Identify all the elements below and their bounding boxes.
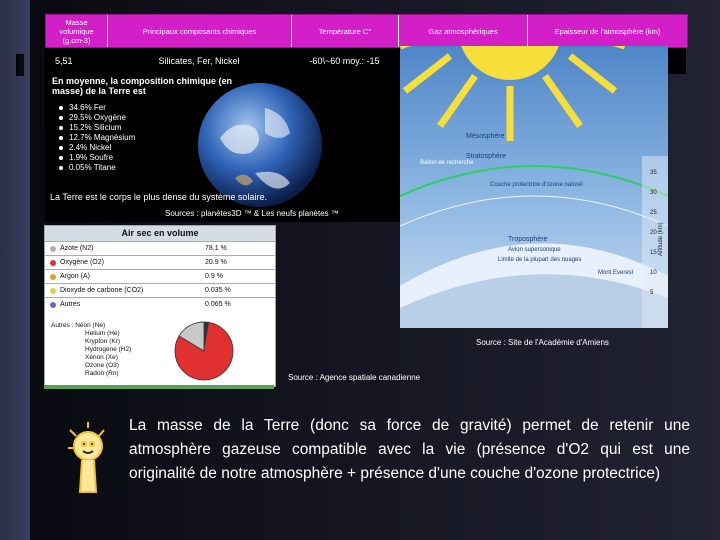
list-item: Ozone (O3) bbox=[85, 362, 119, 369]
everest-label: Mont Everest bbox=[598, 270, 634, 276]
list-item: 12.7% Magnésium bbox=[57, 133, 135, 143]
atmosphere-diagram bbox=[400, 46, 668, 328]
gas-name: Oxygène (O2) bbox=[60, 259, 104, 266]
altitude-tick: 15 bbox=[650, 250, 657, 256]
altitude-tick: 25 bbox=[650, 210, 657, 216]
altitude-tick: 10 bbox=[650, 270, 657, 276]
slide-marker bbox=[16, 54, 24, 76]
ozone-label: Couche protectrice d'ozone naturel bbox=[490, 182, 583, 188]
composition-title: En moyenne, la composition chimique (en masse) de la Terre est bbox=[52, 76, 233, 96]
list-item: 34.6% Fer bbox=[57, 103, 135, 113]
gas-name: Azote (N2) bbox=[60, 245, 94, 252]
gas-percent: 20.9 % bbox=[205, 259, 227, 266]
other-gases-list bbox=[51, 322, 131, 378]
balloon-label: Ballon de recherche bbox=[420, 160, 474, 166]
value-temperature: -60\~60 moy.: -15 bbox=[309, 56, 380, 66]
header-density: Masse volumique (g.cm-3) bbox=[46, 15, 108, 47]
gas-swatch-icon bbox=[50, 274, 56, 280]
composition-list bbox=[57, 103, 135, 173]
air-source-caption: Source : Agence spatiale canadienne bbox=[288, 373, 421, 382]
aircraft-label: Avion supersonique bbox=[508, 247, 561, 253]
gas-name: Argon (A) bbox=[60, 273, 90, 280]
gas-percent: 78.1 % bbox=[205, 245, 227, 252]
table-row bbox=[45, 283, 275, 297]
air-table-title: Air sec en volume bbox=[45, 226, 275, 241]
altitude-tick: 30 bbox=[650, 190, 657, 196]
properties-table-header bbox=[45, 14, 688, 48]
gas-swatch-icon bbox=[50, 302, 56, 308]
stratosphere-label: Stratosphère bbox=[466, 153, 507, 160]
table-divider bbox=[44, 385, 274, 389]
air-composition-table bbox=[44, 225, 276, 387]
composition-panel bbox=[45, 74, 400, 222]
altitude-axis-label: Altitude (km) bbox=[658, 222, 664, 256]
table-row bbox=[45, 241, 275, 255]
list-item: Hydrogène (H2) bbox=[85, 346, 132, 353]
table-row bbox=[45, 297, 275, 311]
list-item: Xénon (Xe) bbox=[85, 354, 118, 361]
list-item: Radon (Rn) bbox=[85, 370, 119, 377]
gas-swatch-icon bbox=[50, 288, 56, 294]
value-components: Silicates, Fer, Nickel bbox=[158, 56, 240, 66]
gas-percent: 0.065 % bbox=[205, 301, 231, 308]
header-temperature: Température C° bbox=[292, 15, 399, 47]
list-item: 2.4% Nickel bbox=[57, 143, 135, 153]
list-item: 1.9% Soufre bbox=[57, 153, 135, 163]
list-item: 0.05% Titane bbox=[57, 163, 135, 173]
altitude-tick: 5 bbox=[650, 290, 654, 296]
earth-source-caption: Sources : planètes3D ™ & Les neufs planètes ™ bbox=[165, 209, 339, 218]
value-density: 5,51 bbox=[55, 56, 73, 66]
gas-name: Dioxyde de carbone (CO2) bbox=[60, 287, 144, 294]
gas-percent: 0.9 % bbox=[205, 273, 223, 280]
list-item: 29.5% Oxygène bbox=[57, 113, 135, 123]
header-components: Principaux composants chimiques bbox=[108, 15, 292, 47]
altitude-tick: 35 bbox=[650, 170, 657, 176]
other-gases-label: Autres : Néon (Ne) bbox=[51, 322, 106, 329]
mesosphere-label: Mésosphère bbox=[466, 133, 505, 140]
gas-name: Autres bbox=[60, 301, 81, 308]
body-paragraph: La masse de la Terre (donc sa force de gravité) permet de retenir une atmosphère gazeuse compatible avec la vie (présence d'O2 qui est une originalité de notre atmosphère + présence d'une couche d'ozone protectrice) bbox=[129, 417, 690, 482]
list-item: Helium (He) bbox=[85, 330, 120, 337]
table-row bbox=[45, 269, 275, 283]
list-item: 15.2% Silicium bbox=[57, 123, 135, 133]
gas-percent: 0.035 % bbox=[205, 287, 231, 294]
troposphere-label: Troposphère bbox=[508, 236, 548, 243]
atmosphere-source-caption: Source : Site de l'Académie d'Amiens bbox=[476, 338, 609, 347]
slide-left-accent bbox=[0, 0, 30, 540]
air-pie-chart bbox=[173, 320, 235, 382]
altitude-tick: 20 bbox=[650, 230, 657, 236]
list-item: Krypton (Kr) bbox=[85, 338, 121, 345]
gas-swatch-icon bbox=[50, 260, 56, 266]
lightbulb-icon bbox=[66, 420, 108, 500]
cloud-limit-label: Limite de la plupart des nuages bbox=[498, 257, 582, 263]
header-thickness: Epaisseur de l'atmosphère (km) bbox=[554, 26, 661, 36]
composition-footer: La Terre est le corps le plus dense du système solaire. bbox=[50, 192, 267, 202]
table-row bbox=[45, 255, 275, 269]
header-gases: Gaz atmosphériques bbox=[399, 15, 528, 47]
gas-swatch-icon bbox=[50, 246, 56, 252]
